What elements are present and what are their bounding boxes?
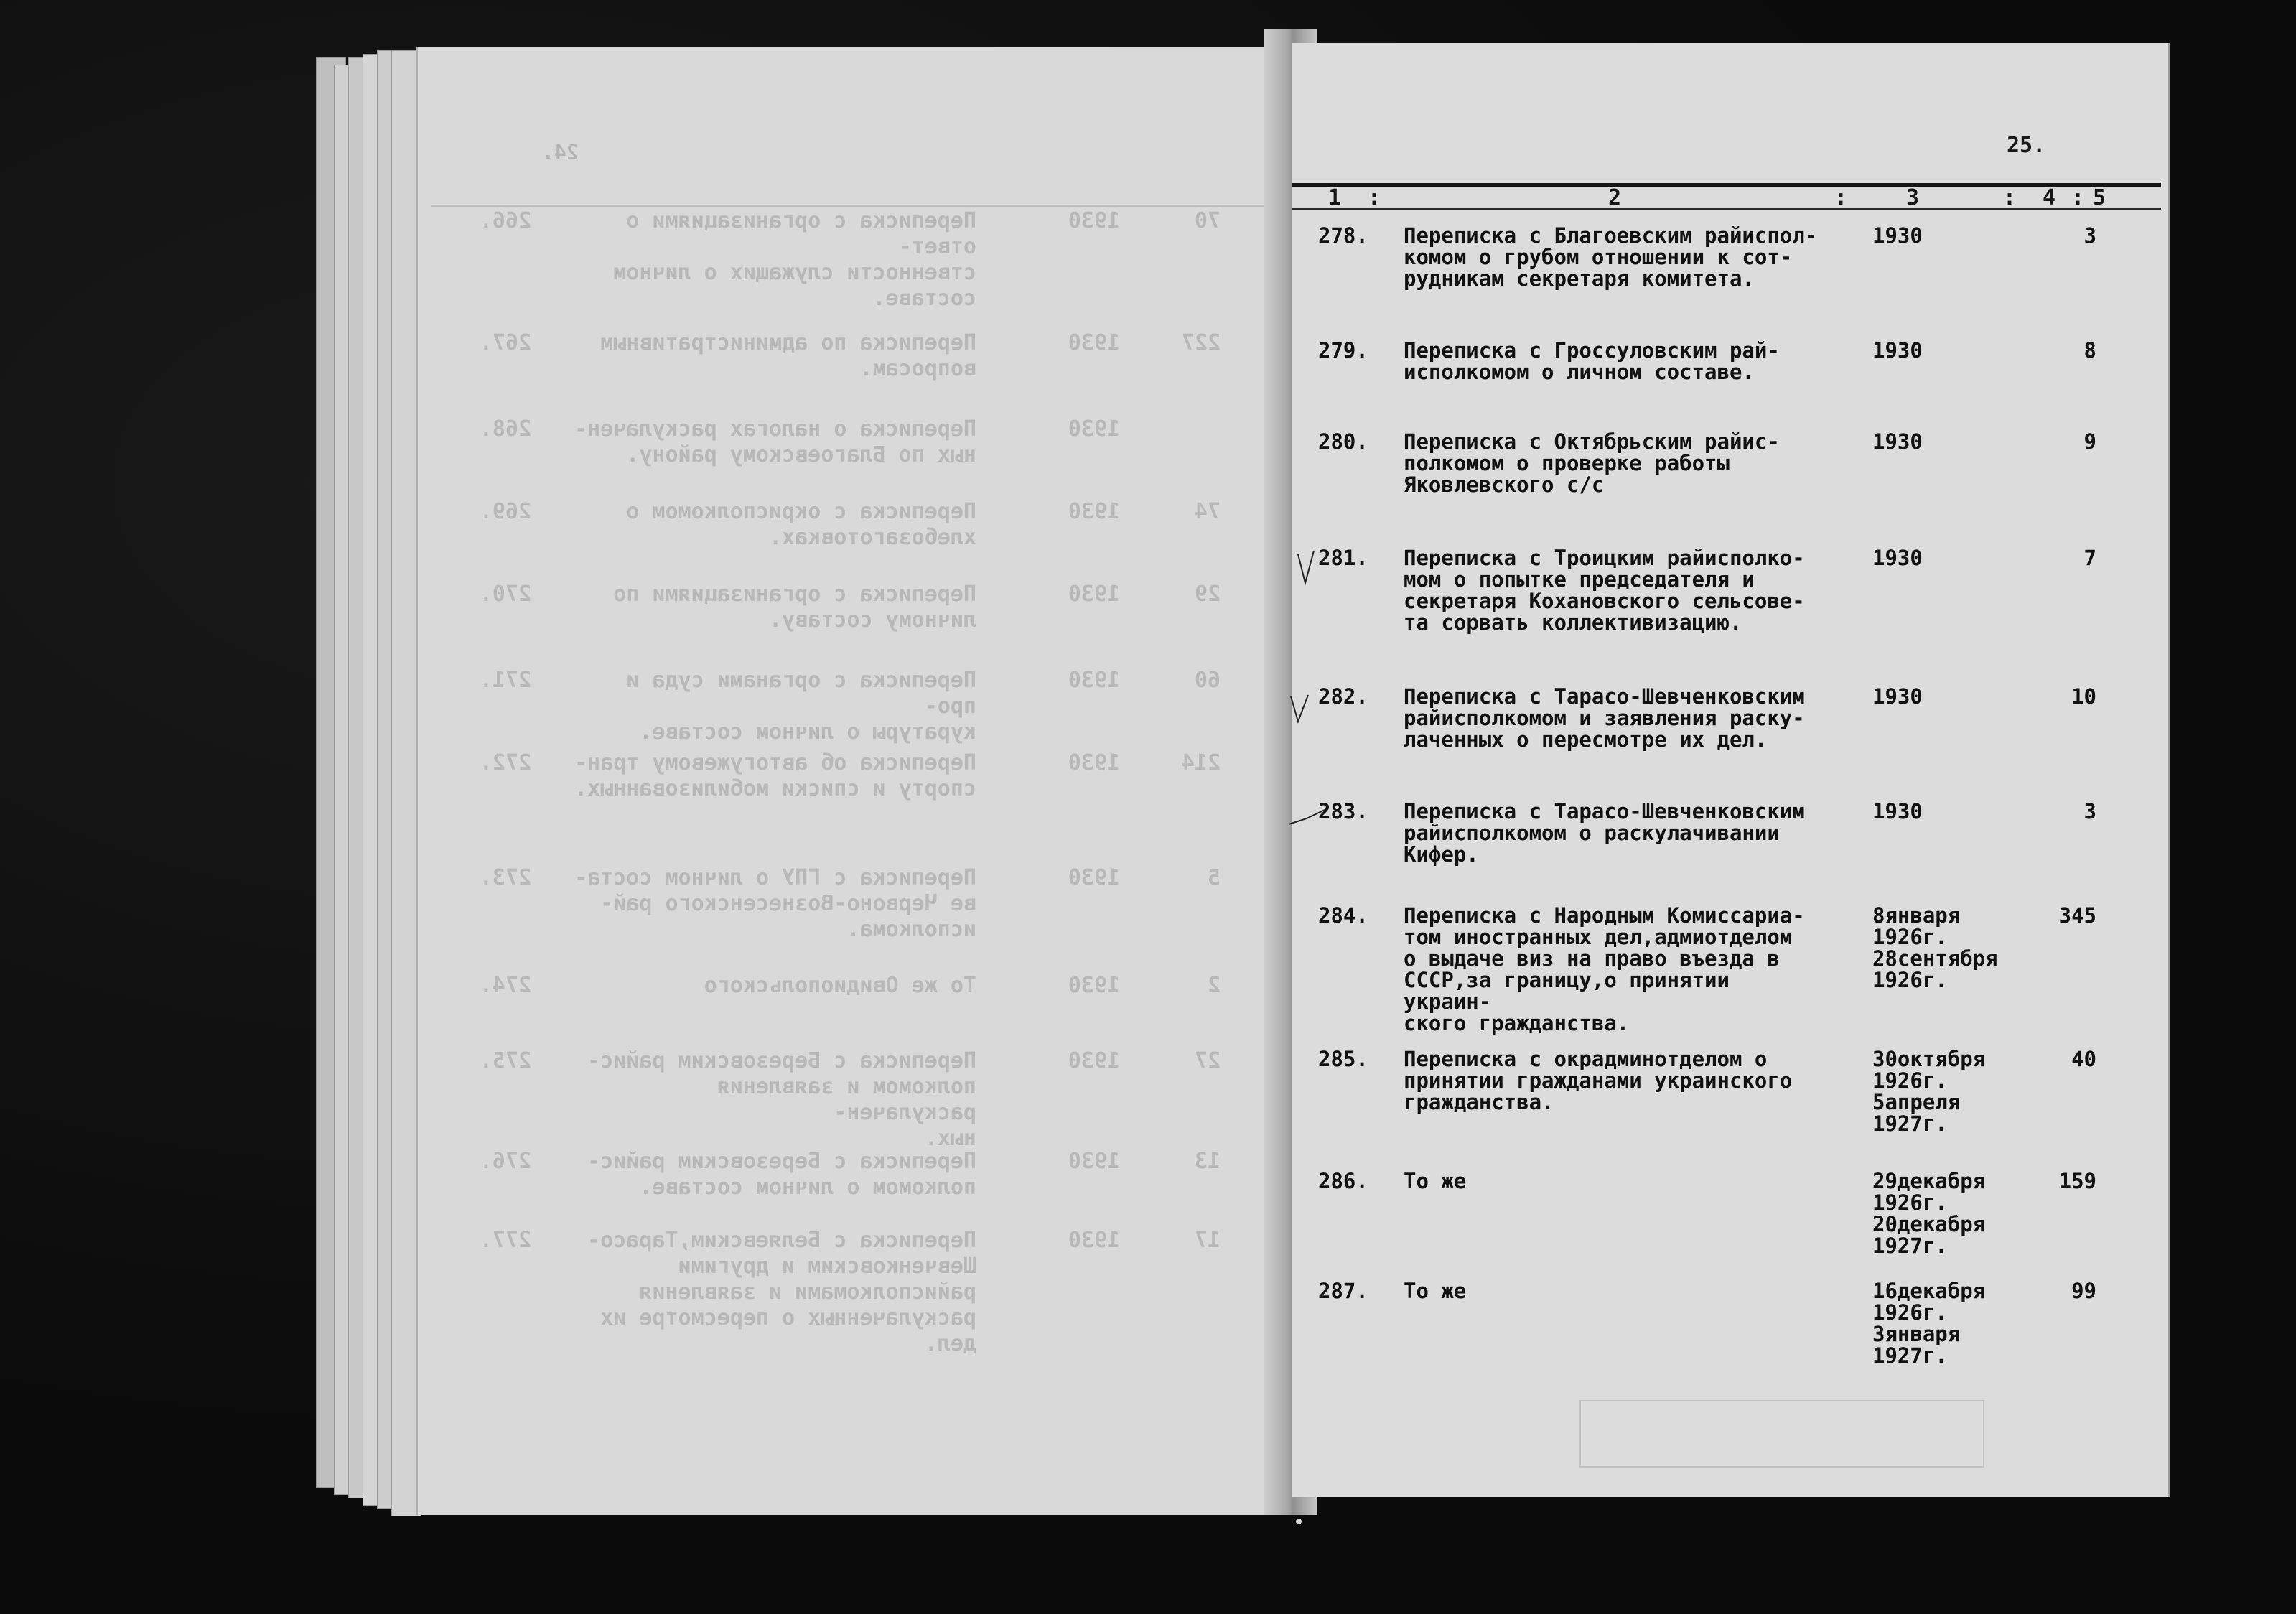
row-number: 287. bbox=[1318, 1279, 1368, 1303]
row-dates: 1930 bbox=[1872, 223, 1923, 248]
row-dates: 29декабря 1926г. 20декабря 1927г. bbox=[1872, 1169, 1986, 1258]
column-header-5: 5 bbox=[2093, 185, 2106, 210]
bleed-through-stamp bbox=[1579, 1400, 1984, 1468]
row-number: 280. bbox=[1318, 429, 1368, 454]
row-sheets: 3 bbox=[2083, 799, 2096, 824]
row-dates: 1930 bbox=[1872, 799, 1923, 824]
column-header-sep: : bbox=[2003, 185, 2017, 210]
column-header-sep: : bbox=[1368, 185, 1381, 210]
row-number: 285. bbox=[1318, 1047, 1368, 1071]
checkmark-icon bbox=[1285, 689, 1314, 732]
checkmark-icon bbox=[1285, 804, 1328, 840]
row-dates: 8января 1926г. 28сентября 1926г. bbox=[1872, 903, 1998, 992]
row-dates: 1930 bbox=[1872, 546, 1923, 570]
row-sheets: 345 bbox=[2058, 903, 2096, 928]
row-number: 281. bbox=[1318, 546, 1368, 570]
column-header-sep: : bbox=[2071, 185, 2085, 210]
row-sheets: 7 bbox=[2083, 546, 2096, 570]
row-description: Переписка с Благоевским райиспол- комом о грубом отношении к сот- рудникам секретаря комитета. bbox=[1404, 223, 1818, 291]
row-dates: 1930 bbox=[1872, 684, 1923, 709]
row-description: Переписка с Октябрьским райис- полкомом о проверке работы Яковлевского с/с bbox=[1404, 429, 1780, 497]
row-sheets: 159 bbox=[2058, 1169, 2096, 1193]
row-sheets: 40 bbox=[2071, 1047, 2096, 1071]
row-description: Переписка с Тарасо-Шевченковским райисполкомом и заявления раску- лаченных о пересмотре их дел. bbox=[1404, 684, 1805, 752]
row-dates: 16декабря 1926г. 3января 1927г. bbox=[1872, 1279, 1986, 1368]
left-header-rule bbox=[431, 205, 1264, 207]
row-dates: 1930 bbox=[1872, 338, 1923, 363]
row-description: Переписка с Тарасо-Шевченковским райисполкомом о раскулачивании Кифер. bbox=[1404, 799, 1805, 867]
header-rule-lower bbox=[1292, 208, 2161, 210]
row-description: То же bbox=[1404, 1279, 1467, 1303]
bleed-through-text: 266. Переписка с организациями о ответ- ственности служащих о личном составе. 1930 70 267. Переписка по административным вопросам. 1930 227 268. Переписка о налогах раскулачен- ных по Благоевскому району. 1930 269. Переписка с окрисполкомом о хлебозаготовках. 1930 74 270. Переписка с организациями по личному составу. 1930 29 271. Переписка с органами суда и про- куратуры о личном составе. 1930 60 272. Переписка об автогужевому тран- спорту и списки мобилизованных. 1930 214 273. Переписка с ГПУ о личном соста- ве Червоно-Вознесенского рай- исполкома. 1930 5 274. То же Овидиопольского 1930 2 275. Переписка с Березовским райис- полкомом и заявления раскулачен- ных. 1930 27 276. Переписка с Березовским райис- полкомом о личном составе. 1930 13 277. Переписка с Беляевским,Тарасо- Шевченковским и другими райисполкомами и заявления раскулаченных о пересмотре их дел. 1930 17 bbox=[479, 208, 1221, 1356]
column-header-1: 1 bbox=[1328, 185, 1342, 210]
page-number: 25. bbox=[2007, 133, 2046, 158]
row-number: 284. bbox=[1318, 903, 1368, 928]
row-description: То же bbox=[1404, 1169, 1467, 1193]
column-header-sep: : bbox=[1834, 185, 1848, 210]
row-description: Переписка с Народным Комиссариа- том иностранных дел,адмиотделом о выдаче виз на право въезда в СССР,за границу,о принятии украин- ского гражданства. bbox=[1404, 903, 1805, 1035]
row-number: 282. bbox=[1318, 684, 1368, 709]
row-dates: 1930 bbox=[1872, 429, 1923, 454]
row-description: Переписка с Гроссуловским рай- исполкомом о личном составе. bbox=[1404, 338, 1780, 384]
row-sheets: 10 bbox=[2071, 684, 2096, 709]
row-sheets: 3 bbox=[2083, 223, 2096, 248]
row-dates: 30октября 1926г. 5апреля 1927г. bbox=[1872, 1047, 1986, 1136]
header-rule bbox=[1292, 183, 2161, 187]
row-description: Переписка с Троицким райисполко- мом о попытке председателя и секретаря Кохановского сельсове- та сорвать коллективизацию. bbox=[1404, 546, 1805, 635]
column-header-4: 4 bbox=[2043, 185, 2056, 210]
row-sheets: 8 bbox=[2083, 338, 2096, 363]
row-number: 278. bbox=[1318, 223, 1368, 248]
row-description: Переписка с окрадминотделом о принятии гражданами украинского гражданства. bbox=[1404, 1047, 1793, 1114]
row-number: 279. bbox=[1318, 338, 1368, 363]
row-number: 286. bbox=[1318, 1169, 1368, 1193]
row-sheets: 9 bbox=[2083, 429, 2096, 454]
column-header-3: 3 bbox=[1906, 185, 1920, 210]
row-number: 283. bbox=[1318, 799, 1368, 824]
left-page-number: 24. bbox=[542, 140, 579, 164]
column-header-2: 2 bbox=[1608, 185, 1622, 210]
row-sheets: 99 bbox=[2071, 1279, 2096, 1303]
binding-dot bbox=[1296, 1519, 1302, 1524]
checkmark-icon bbox=[1292, 547, 1321, 590]
